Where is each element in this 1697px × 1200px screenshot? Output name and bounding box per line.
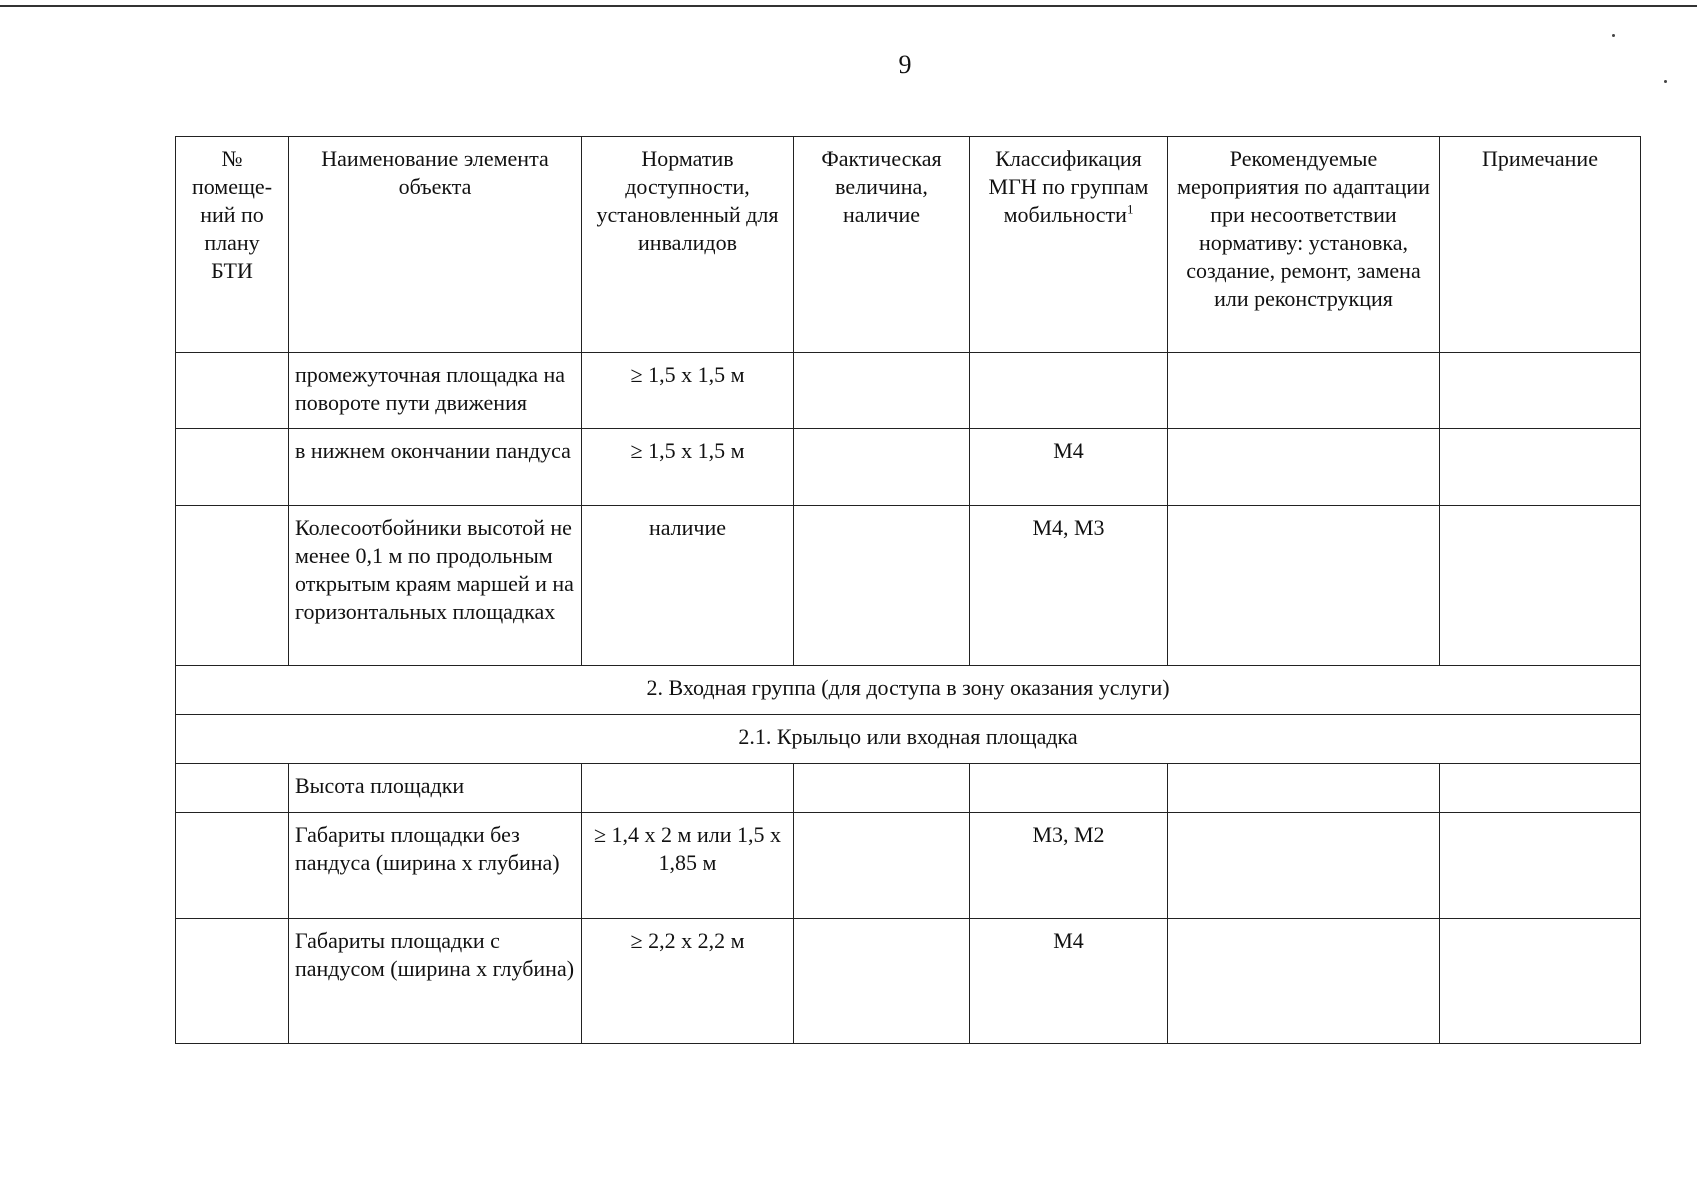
header-classification-text: Классификация МГН по группам мобильности xyxy=(988,146,1149,227)
cell-norm: ≥ 1,5 х 1,5 м xyxy=(582,429,794,506)
cell-actual xyxy=(794,353,970,429)
section-row xyxy=(176,666,1641,715)
cell-measures xyxy=(1168,506,1440,666)
cell-element-name: Высота площадки xyxy=(289,764,582,813)
cell-actual xyxy=(794,506,970,666)
cell-actual xyxy=(794,429,970,506)
cell-element-name: Габариты площадки с пандусом (ширина х глубина) xyxy=(289,919,582,1044)
cell-room xyxy=(176,429,289,506)
table-row xyxy=(176,813,1641,919)
cell-note xyxy=(1440,353,1641,429)
page-number: 9 xyxy=(898,50,912,79)
cell-classification: М4, М3 xyxy=(970,506,1168,666)
scan-speck xyxy=(1612,34,1615,37)
cell-element-name: Габариты площадки без пандуса (ширина х глубина) xyxy=(289,813,582,919)
table-row xyxy=(176,429,1641,506)
cell-actual xyxy=(794,919,970,1044)
cell-measures xyxy=(1168,813,1440,919)
footnote-marker: 1 xyxy=(1126,201,1134,217)
cell-element-name: в нижнем окончании пандуса xyxy=(289,429,582,506)
cell-note xyxy=(1440,919,1641,1044)
cell-norm xyxy=(582,764,794,813)
cell-room xyxy=(176,764,289,813)
table-row xyxy=(176,353,1641,429)
header-element-name: Наименование элемента объекта xyxy=(289,137,582,353)
header-measures: Рекомендуемые мероприятия по адаптации при несоответствии нормативу: установка, создание, ремонт, замена или реконструкция xyxy=(1168,137,1440,353)
table-row xyxy=(176,919,1641,1044)
header-norm: Норматив доступности, установленный для инвалидов xyxy=(582,137,794,353)
cell-classification xyxy=(970,353,1168,429)
cell-note xyxy=(1440,429,1641,506)
header-classification xyxy=(970,137,1168,353)
cell-norm: наличие xyxy=(582,506,794,666)
cell-measures xyxy=(1168,429,1440,506)
section-row xyxy=(176,715,1641,764)
section-2-title: 2. Входная группа (для доступа в зону оказания услуги) xyxy=(176,666,1641,715)
section-2-1-title: 2.1. Крыльцо или входная площадка xyxy=(176,715,1641,764)
cell-note xyxy=(1440,813,1641,919)
cell-classification xyxy=(970,764,1168,813)
table-header-row xyxy=(176,137,1641,353)
scan-speck xyxy=(1664,80,1667,83)
cell-element-name: Колесоотбойники высотой не менее 0,1 м по продольным открытым краям маршей и на горизонтальных площадках xyxy=(289,506,582,666)
cell-measures xyxy=(1168,764,1440,813)
cell-room xyxy=(176,813,289,919)
cell-classification: М4 xyxy=(970,919,1168,1044)
cell-classification: М3, М2 xyxy=(970,813,1168,919)
cell-room xyxy=(176,506,289,666)
cell-classification: М4 xyxy=(970,429,1168,506)
cell-measures xyxy=(1168,353,1440,429)
cell-norm: ≥ 2,2 х 2,2 м xyxy=(582,919,794,1044)
cell-element-name: промежуточная площадка на повороте пути движения xyxy=(289,353,582,429)
cell-measures xyxy=(1168,919,1440,1044)
cell-room xyxy=(176,919,289,1044)
cell-actual xyxy=(794,813,970,919)
header-actual: Фактическая величина, наличие xyxy=(794,137,970,353)
header-note: Примечание xyxy=(1440,137,1641,353)
cell-norm: ≥ 1,4 х 2 м или 1,5 х 1,85 м xyxy=(582,813,794,919)
table-row xyxy=(176,764,1641,813)
cell-norm: ≥ 1,5 х 1,5 м xyxy=(582,353,794,429)
cell-actual xyxy=(794,764,970,813)
cell-room xyxy=(176,353,289,429)
cell-note xyxy=(1440,764,1641,813)
top-border-line xyxy=(0,5,1697,7)
cell-note xyxy=(1440,506,1641,666)
accessibility-table xyxy=(175,136,1641,1044)
table-row xyxy=(176,506,1641,666)
header-room-no: № помеще-ний по плану БТИ xyxy=(176,137,289,353)
